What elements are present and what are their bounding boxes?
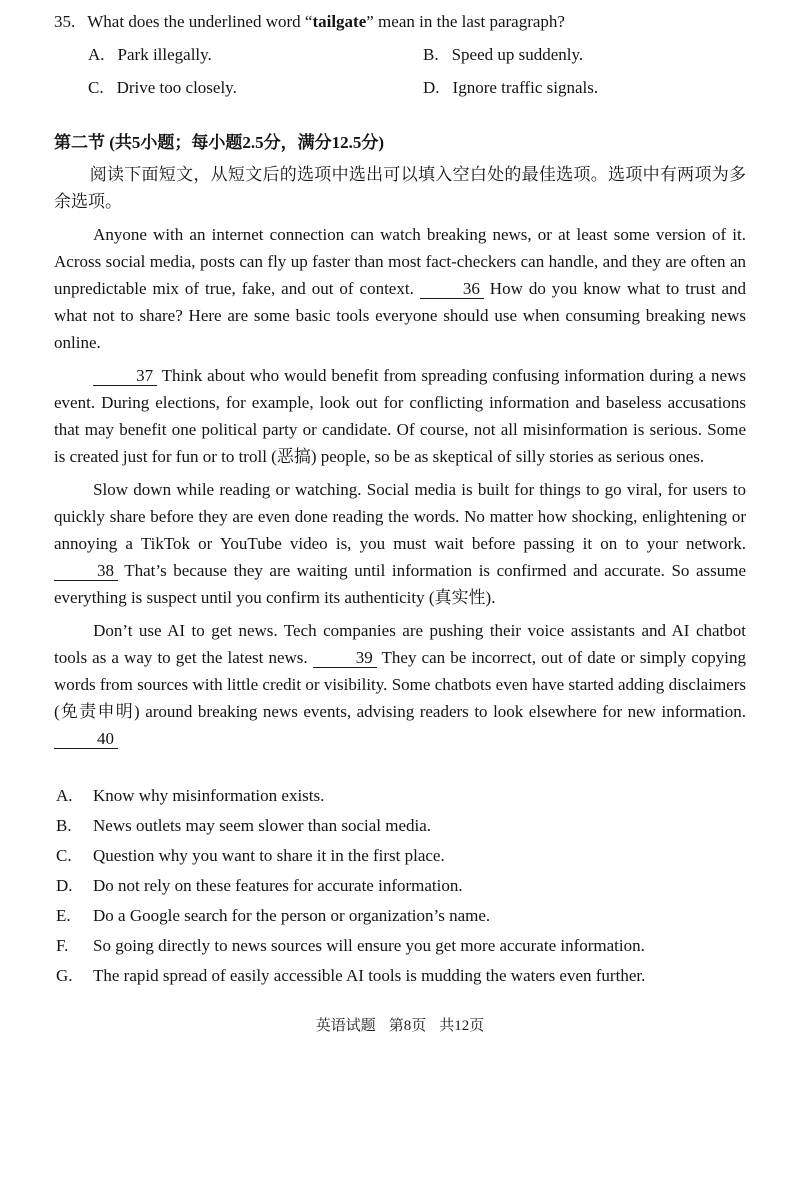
- answer-option-d-text: Do not rely on these features for accurate information.: [93, 876, 463, 895]
- question-35-keyword: tailgate: [312, 12, 367, 31]
- answer-option-a-label: A.: [56, 786, 73, 805]
- blank-40: 40: [54, 729, 118, 749]
- question-35-option-c: [88, 74, 423, 101]
- answer-option-f-label: F.: [56, 936, 69, 955]
- option-d-text: Ignore traffic signals.: [452, 78, 599, 97]
- footer-page-number: 第8页: [388, 1018, 427, 1034]
- answer-option-g-text: The rapid spread of easily accessible AI tools is mudding the waters even further.: [93, 966, 646, 985]
- answer-option-f: [56, 932, 746, 959]
- answer-option-d-label: D.: [56, 876, 73, 895]
- passage-paragraph-3: Slow down while reading or watching. Social media is built for things to go viral, for users to quickly share before they are even done reading the words. No matter how shocking, enlightening or annoying a TikTok or YouTube video is, you must wait before passing it on to your network. 38 That’s because they are waiting until information is confirmed and accurate. So assume everything is suspect until you confirm its authenticity (真实性).: [54, 480, 746, 607]
- question-35-text-suffix: ” mean in the last paragraph?: [366, 12, 565, 31]
- answer-option-e-text: Do a Google search for the person or organization’s name.: [93, 906, 491, 925]
- blank-36: 36: [420, 279, 484, 299]
- answer-option-d: [56, 872, 746, 899]
- blank-38: 38: [54, 561, 118, 581]
- answer-option-e: [56, 902, 746, 929]
- option-b-label: B.: [423, 45, 439, 64]
- answer-option-c-label: C.: [56, 846, 72, 865]
- answer-option-b-label: B.: [56, 816, 72, 835]
- footer-doc-title: 英语试题: [315, 1018, 376, 1034]
- section-2-title: 第二节 (共5小题；每小题2.5分，满分12.5分): [54, 133, 385, 152]
- blank-39: 39: [313, 648, 377, 668]
- question-35-option-b: [423, 41, 746, 68]
- question-35-options: [54, 41, 746, 101]
- answer-option-b: [56, 812, 746, 839]
- option-a-text: Park illegally.: [117, 45, 212, 64]
- option-c-text: Drive too closely.: [116, 78, 237, 97]
- passage-paragraph-1: Anyone with an internet connection can watch breaking news, or at least some version of it. Across social media, posts can fly up faster than most fact-checkers can handle, and they are often an unpredictable mix of true, fake, and out of context. 36 How do you know what to trust and what not to share? Here are some basic tools everyone should use when consuming breaking news online.: [54, 225, 746, 352]
- cloze-passage: [54, 221, 746, 752]
- answer-option-c: [56, 842, 746, 869]
- option-b-text: Speed up suddenly.: [451, 45, 584, 64]
- question-35: [54, 8, 746, 35]
- footer-page-total: 共12页: [439, 1018, 485, 1034]
- option-c-label: C.: [88, 78, 104, 97]
- option-d-label: D.: [423, 78, 440, 97]
- answer-option-f-text: So going directly to news sources will ensure you get more accurate information.: [93, 936, 645, 955]
- question-35-option-a: [88, 41, 423, 68]
- answer-options-list: [54, 782, 746, 989]
- passage-paragraph-2: 37 Think about who would benefit from spreading confusing information during a news event. During elections, for example, look out for conflicting information and baseless accusations that may benefit one political party or candidate. Of course, not all misinformation is serious. Some is created just for fun or to troll (恶搞) people, so be as skeptical of silly stories as serious ones.: [54, 366, 746, 466]
- answer-option-c-text: Question why you want to share it in the first place.: [93, 846, 445, 865]
- question-35-option-d: [423, 74, 746, 101]
- option-a-label: A.: [88, 45, 105, 64]
- answer-option-a-text: Know why misinformation exists.: [93, 786, 325, 805]
- question-35-text-prefix: What does the underlined word “: [87, 12, 313, 31]
- passage-paragraph-4: Don’t use AI to get news. Tech companies are pushing their voice assistants and AI chatbot tools as a way to get the latest news. 39 They can be incorrect, out of date or simply copying words from sources with little credit or visibility. Some chatbots even have started adding disclaimers (免责申明) around breaking news events, advising readers to look elsewhere for new information. 40: [54, 621, 746, 748]
- answer-option-a: [56, 782, 746, 809]
- question-35-text: [87, 8, 565, 35]
- blank-37: 37: [93, 366, 157, 386]
- answer-option-g: [56, 962, 746, 989]
- answer-option-g-label: G.: [56, 966, 73, 985]
- section-2-instructions: 阅读下面短文，从短文后的选项中选出可以填入空白处的最佳选项。选项中有两项为多余选项。: [54, 165, 746, 211]
- question-35-number: 35.: [54, 12, 76, 31]
- page-footer: [54, 1013, 746, 1040]
- answer-option-e-label: E.: [56, 906, 71, 925]
- answer-option-b-text: News outlets may seem slower than social media.: [93, 816, 432, 835]
